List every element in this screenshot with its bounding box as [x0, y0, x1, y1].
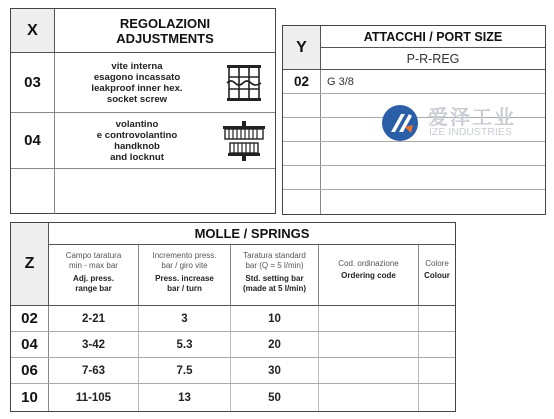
port-size-header-letter: Y: [283, 26, 321, 70]
port-size-subtitle: P-R-REG: [321, 48, 545, 70]
spring-increase: 5.3: [139, 332, 231, 357]
adjustment-code: 03: [11, 53, 55, 112]
desc-line: handknob: [114, 140, 160, 152]
column-header-order-code: [319, 245, 419, 306]
spring-code: 04: [11, 332, 49, 357]
spring-colour: [419, 332, 455, 357]
ize-industries-logo: [380, 100, 540, 144]
port-size-row: [283, 70, 545, 94]
spring-order-code: [319, 306, 419, 331]
port-size-code: [283, 94, 321, 117]
adjustments-title-en: ADJUSTMENTS: [116, 30, 214, 46]
adjustments-table: [10, 8, 276, 214]
adjustments-header-letter: X: [11, 9, 55, 53]
desc-line: vite interna: [111, 60, 163, 72]
col-label-en: Ordering code: [341, 271, 396, 280]
col-label-en: range bar: [75, 284, 112, 293]
spring-increase: 3: [139, 306, 231, 331]
col-label-it: Incremento press.: [152, 251, 217, 260]
logo-brand-en: IZE INDUSTRIES: [429, 126, 512, 138]
spring-code: 06: [11, 358, 49, 383]
adjustment-code: 04: [11, 113, 55, 168]
logo-brand-cn: 爱泽工业: [428, 105, 516, 129]
springs-header-letter: Z: [11, 223, 49, 306]
spring-increase: 13: [139, 384, 231, 411]
col-label-en: Adj. press.: [73, 274, 114, 283]
handknob-icon: [219, 113, 269, 168]
col-label-en: (made at 5 l/min): [242, 284, 307, 293]
adjustment-description: [63, 113, 211, 168]
port-size-row: [283, 190, 545, 214]
adjustments-title: [55, 9, 275, 53]
adjustment-row-empty: [11, 169, 275, 214]
adjustment-code: [11, 169, 55, 214]
spring-row: [11, 384, 455, 411]
col-label-en: Colour: [424, 271, 450, 280]
port-size-row: [283, 142, 545, 166]
spring-code: 02: [11, 306, 49, 331]
port-size-title: ATTACCHI / PORT SIZE: [321, 26, 545, 48]
col-label-it: Cod. ordinazione: [338, 259, 399, 268]
spring-colour: [419, 384, 455, 411]
spring-range: 11-105: [49, 384, 139, 411]
spring-code: 10: [11, 384, 49, 411]
springs-title: MOLLE / SPRINGS: [49, 223, 455, 245]
spring-range: 7-63: [49, 358, 139, 383]
ize-logo-mark-icon: [380, 103, 420, 143]
col-label-en: bar / turn: [167, 284, 202, 293]
desc-line: leakproof inner hex.: [91, 82, 183, 94]
adjustment-row: [11, 113, 275, 169]
adjustment-row: [11, 53, 275, 113]
col-label-en: Std. setting bar: [245, 274, 304, 283]
port-size-code: [283, 142, 321, 165]
spring-range: 3-42: [49, 332, 139, 357]
col-label-it: Colore: [425, 259, 449, 268]
socket-screw-icon: [219, 53, 269, 112]
spring-setting: 10: [231, 306, 319, 331]
spring-increase: 7.5: [139, 358, 231, 383]
spring-range: 2-21: [49, 306, 139, 331]
desc-line: esagono incassato: [93, 71, 181, 83]
adjustments-title-it: REGOLAZIONI: [119, 15, 211, 31]
desc-line: e controvolantino: [96, 129, 178, 141]
port-size-code: [283, 166, 321, 189]
spring-row: [11, 358, 455, 384]
spring-row: [11, 306, 455, 332]
spring-order-code: [319, 332, 419, 357]
desc-line: and locknut: [110, 151, 164, 163]
column-header-setting: [231, 245, 319, 306]
column-header-increase: [139, 245, 231, 306]
spring-setting: 30: [231, 358, 319, 383]
col-label-it: min - max bar: [69, 261, 118, 270]
port-size-row: [283, 166, 545, 190]
col-label-it: bar (Q = 5 l/min): [245, 261, 304, 270]
col-label-en: Press. increase: [155, 274, 214, 283]
spring-row: [11, 332, 455, 358]
spring-order-code: [319, 384, 419, 411]
column-header-range: [49, 245, 139, 306]
springs-table: [10, 222, 456, 412]
col-label-it: Taratura standard: [243, 251, 306, 260]
desc-line: socket screw: [106, 93, 168, 105]
adjustment-description: [63, 53, 211, 112]
port-size-code: 02: [283, 70, 321, 93]
spring-colour: [419, 358, 455, 383]
spring-order-code: [319, 358, 419, 383]
desc-line: volantino: [115, 118, 159, 130]
col-label-it: bar / giro vite: [161, 261, 208, 270]
col-label-it: Campo taratura: [65, 251, 122, 260]
port-size-value: G 3/8: [327, 75, 354, 88]
port-size-code: [283, 190, 321, 214]
port-size-code: [283, 118, 321, 141]
spring-colour: [419, 306, 455, 331]
spring-setting: 50: [231, 384, 319, 411]
column-header-colour: [419, 245, 455, 306]
spring-setting: 20: [231, 332, 319, 357]
